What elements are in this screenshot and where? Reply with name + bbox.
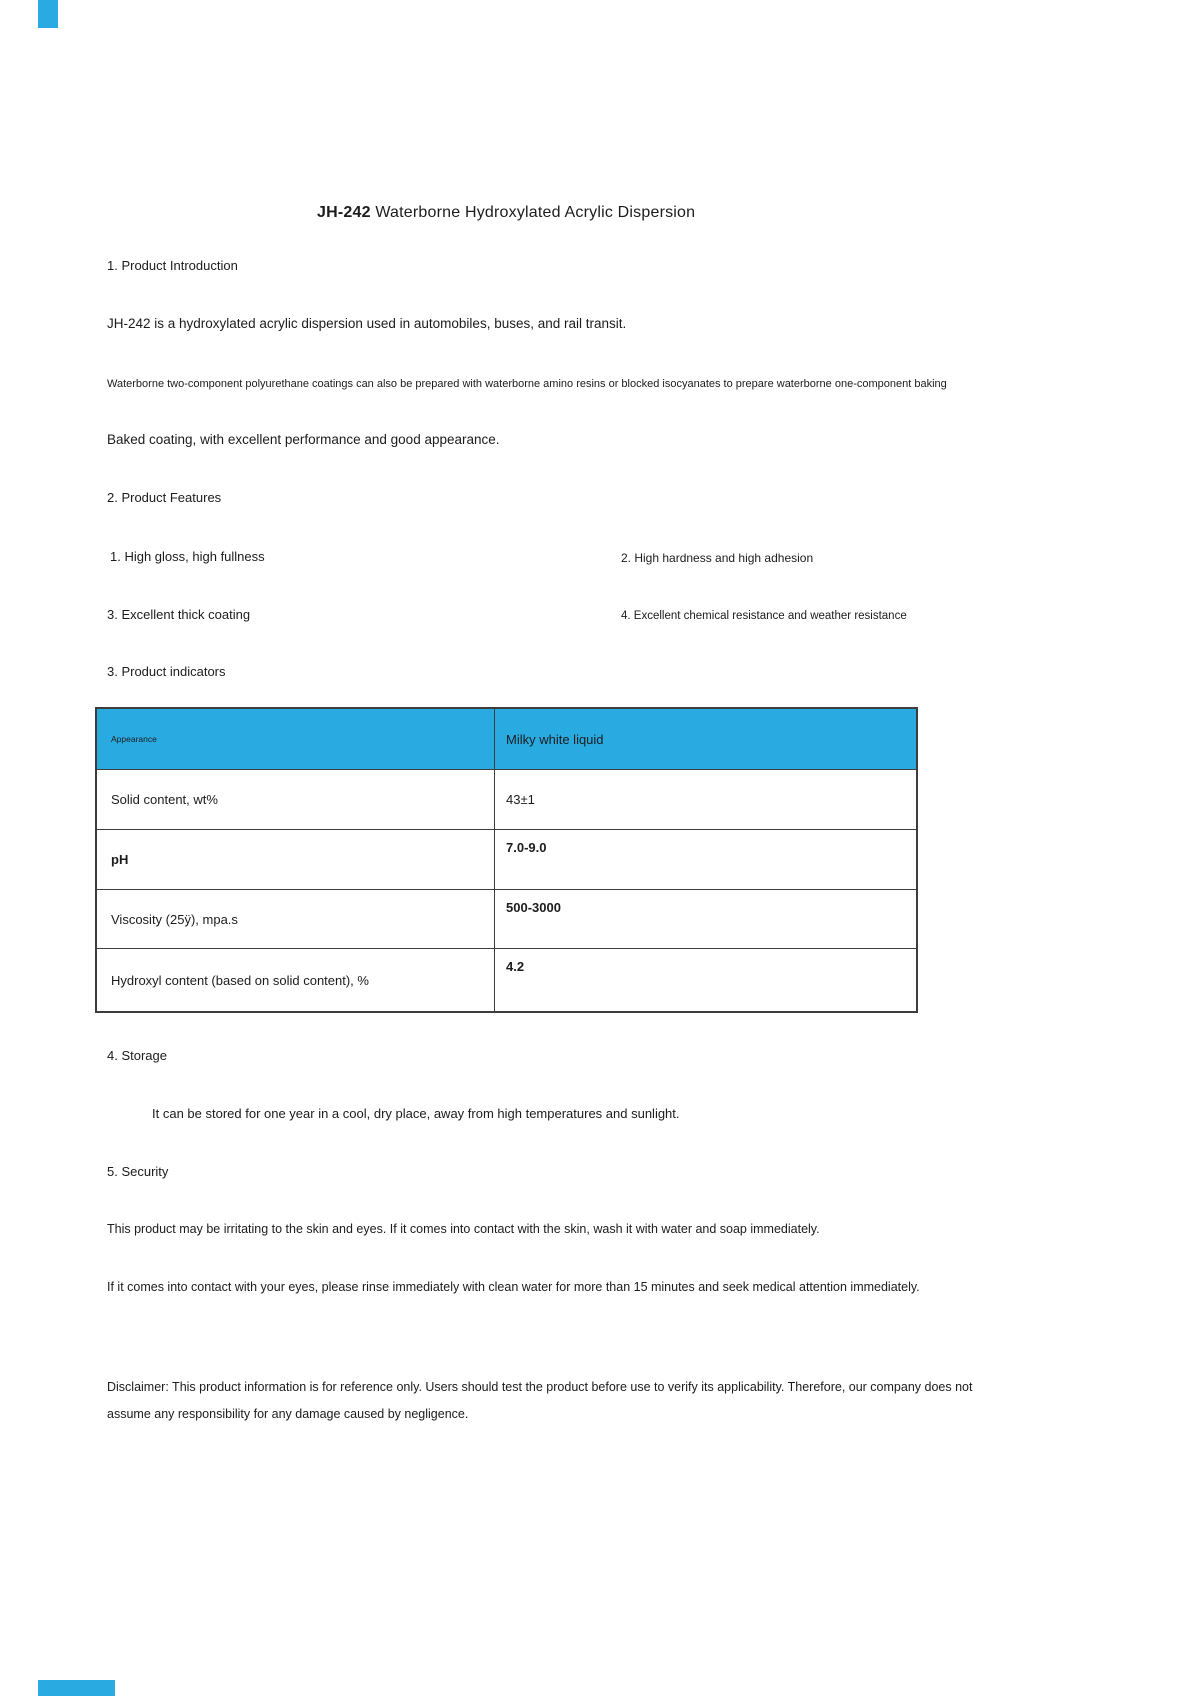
table-header-value-cell <box>495 709 916 769</box>
feature-item-3: 3. Excellent thick coating <box>107 607 251 622</box>
storage-paragraph: It can be stored for one year in a cool, dry place, away from high temperatures and sunlight. <box>152 1106 680 1121</box>
section-heading-security: 5. Security <box>107 1164 169 1179</box>
feature-item-1: 1. High gloss, high fullness <box>110 549 265 564</box>
page-decoration-mark-top <box>38 0 58 28</box>
section-heading-indicators: 3. Product indicators <box>107 664 226 679</box>
table-row-value-cell <box>495 890 916 948</box>
section-heading-storage: 4. Storage <box>107 1048 167 1063</box>
row-label: Solid content, wt% <box>111 792 218 807</box>
product-code: JH-242 <box>317 204 371 221</box>
table-header-row <box>97 709 916 769</box>
table-row <box>97 948 916 1011</box>
table-row <box>97 829 916 889</box>
row-value: 500-3000 <box>506 900 561 915</box>
product-indicators-table <box>95 707 918 1013</box>
page-decoration-mark-bottom <box>38 1680 115 1696</box>
table-row-label-cell <box>97 830 495 889</box>
intro-paragraph-3: Baked coating, with excellent performance and good appearance. <box>107 432 500 447</box>
table-row-label-cell <box>97 949 495 1011</box>
security-paragraph-2: If it comes into contact with your eyes, please rinse immediately with clean water for more than 15 minutes and seek medical attention immediately. <box>107 1280 920 1294</box>
table-row <box>97 889 916 948</box>
row-label: Hydroxyl content (based on solid content), % <box>111 972 369 988</box>
table-row-value-cell <box>495 830 916 889</box>
disclaimer-text: Disclaimer: This product information is for reference only. Users should test the product before use to verify its applicability. Therefore, our company does not assume any responsibility for any damage caused by negligence. <box>107 1380 973 1421</box>
row-label: Viscosity (25ÿ), mpa.s <box>111 911 238 927</box>
section-heading-features: 2. Product Features <box>107 490 222 505</box>
intro-paragraph-1: JH-242 is a hydroxylated acrylic dispersion used in automobiles, buses, and rail transit. <box>107 316 627 331</box>
feature-item-4: 4. Excellent chemical resistance and weather resistance <box>621 610 907 622</box>
table-header-label-cell <box>97 709 495 769</box>
section-heading-introduction: 1. Product Introduction <box>107 258 238 273</box>
table-header-label: Appearance <box>111 734 157 744</box>
row-value: 43±1 <box>506 792 535 807</box>
feature-item-2: 2. High hardness and high adhesion <box>621 551 814 565</box>
table-row <box>97 769 916 829</box>
row-label: pH <box>111 852 129 867</box>
row-value: 7.0-9.0 <box>506 840 547 855</box>
page-title <box>317 204 695 222</box>
table-header-value: Milky white liquid <box>506 731 604 747</box>
table-row-value-cell <box>495 770 916 829</box>
intro-paragraph-2: Waterborne two-component polyurethane coatings can also be prepared with waterborne amino resins or blocked isocyanates to prepare waterborne one-component baking <box>107 378 947 390</box>
table-row-label-cell <box>97 770 495 829</box>
security-paragraph-1: This product may be irritating to the skin and eyes. If it comes into contact with the skin, wash it with water and soap immediately. <box>107 1222 820 1236</box>
row-value: 4.2 <box>506 959 525 974</box>
table-row-value-cell <box>495 949 916 1011</box>
product-title-rest: Waterborne Hydroxylated Acrylic Dispersion <box>370 204 696 221</box>
table-row-label-cell <box>97 890 495 948</box>
